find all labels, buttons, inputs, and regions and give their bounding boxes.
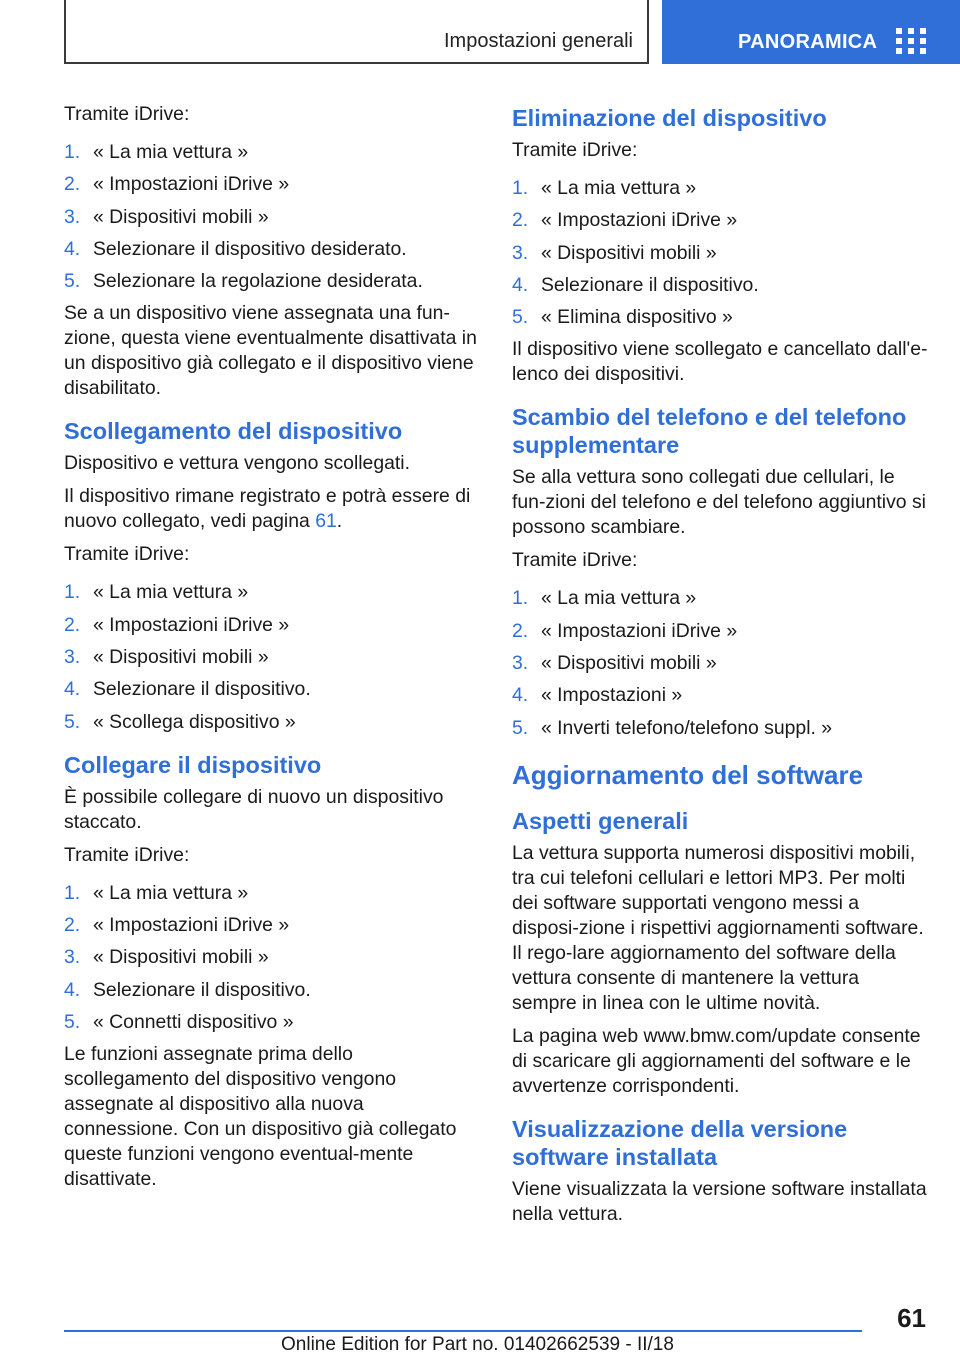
intro-text: Tramite iDrive: [512,139,638,161]
step-number: 4. [512,684,529,707]
step-number: 5. [512,306,529,329]
intro-text: Tramite iDrive: [64,543,190,566]
heading-disconnect: Scollegamento del dispositivo [64,418,403,445]
step-text: « Inverti telefono/telefono suppl. » [541,716,833,739]
step-item [64,677,478,702]
step-item [512,208,928,233]
step-text: « La mia vettura » [93,141,249,163]
general-paragraph: La vettura supporta numerosi dispositivi mobili, tra cui telefoni cellulari e lettori MP3. Per molti dei software supportati vengono messi a disposi-zione i rispettivi aggiornamenti software. Il rego-lare aggiornamento del software della vettura consente di mantenere la vettura sempre in linea con le ultime novità. [512,841,924,1014]
step-item [64,237,478,262]
disconnect-text-end: . [336,510,343,533]
step-text: Selezionare il dispositivo. [93,678,311,701]
intro-text: Tramite iDrive: [64,103,190,125]
right-column [512,102,928,1235]
step-text: « Dispositivi mobili » [93,646,269,669]
step-number: 3. [64,646,81,669]
heading-software-update: Aggiornamento del software [512,759,864,790]
step-item [512,305,928,330]
step-text: « La mia vettura » [541,177,697,199]
disconnect-paragraph-2 [64,484,478,534]
grid-icon [896,28,926,54]
step-item [64,205,478,230]
step-text: « Impostazioni iDrive » [93,613,290,636]
step-text: « Impostazioni » [541,684,683,707]
heading-version: Visualizzazione della versione software installata [512,1115,848,1170]
footer-divider [64,1330,862,1332]
page-link[interactable]: 61 [315,510,337,533]
step-text: « Impostazioni iDrive » [93,173,290,196]
step-item [64,881,478,906]
step-item [512,176,928,201]
step-number: 1. [512,177,529,199]
step-text: « Dispositivi mobili » [541,652,717,675]
step-number: 5. [64,1010,81,1033]
step-item [512,683,928,708]
step-text: « Impostazioni iDrive » [93,913,290,936]
intro-text: Tramite iDrive: [512,549,638,572]
step-text: Selezionare il dispositivo. [93,978,311,1001]
edition-text: Online Edition for Part no. 01402662539 - II/18 [281,1334,674,1355]
step-number: 2. [64,173,81,196]
step-item [64,945,478,970]
step-text: « La mia vettura » [93,881,249,904]
step-text: « La mia vettura » [541,587,697,610]
overview-tab[interactable] [662,0,960,64]
connect-paragraph: È possibile collegare di nuovo un dispositivo staccato. [64,785,444,833]
heading-general: Aspetti generali [512,807,689,834]
step-number: 5. [512,716,529,739]
swap-paragraph: Se alla vettura sono collegati due cellulari, le fun-zioni del telefono e del telefono aggiuntivo si possono scambiare. [512,466,926,539]
step-text: Selezionare il dispositivo. [541,273,759,296]
functions-paragraph: Le funzioni assegnate prima dello scollegamento del dispositivo vengono assegnate al dispositivo alla nuova connessione. Con un dispositivo già collegato queste funzioni vengono eventual-mente disattivate. [64,1043,457,1191]
step-item [64,913,478,938]
step-text: « Connetti dispositivo » [93,1010,294,1033]
step-item [64,1010,478,1035]
version-paragraph: Viene visualizzata la versione software installata nella vettura. [512,1177,927,1225]
overview-tab-label: PANORAMICA [738,31,878,53]
heading-connect: Collegare il dispositivo [64,751,322,778]
step-number: 2. [64,913,81,936]
step-text: « Impostazioni iDrive » [541,619,738,642]
disconnect-text: Il dispositivo rimane registrato e potrà essere di nuovo collegato, vedi pagina [64,485,471,533]
left-column [64,102,478,1200]
step-item [64,140,478,165]
web-paragraph: La pagina web www.bmw.com/update consente di scaricare gli aggiornamenti del software e le avvertenze corrispondenti. [512,1024,921,1097]
page-number: 61 [897,1303,926,1333]
header-section-box [64,0,649,64]
step-text: « La mia vettura » [93,581,249,604]
step-item [64,580,478,605]
step-number: 3. [64,946,81,969]
step-number: 2. [512,209,529,232]
step-number: 4. [64,237,81,260]
step-text: Selezionare il dispositivo desiderato. [93,237,407,260]
step-text: « Elimina dispositivo » [541,306,733,329]
step-number: 3. [512,652,529,675]
step-number: 1. [64,581,81,604]
heading-delete: Eliminazione del dispositivo [512,105,827,131]
step-item [64,710,478,735]
step-number: 1. [64,141,81,163]
step-number: 4. [64,678,81,701]
step-item [512,651,928,676]
heading-swap: Scambio del telefono e del telefono supplementare [512,404,907,459]
step-number: 4. [64,978,81,1001]
step-item [512,586,928,611]
step-text: « Impostazioni iDrive » [541,209,738,232]
steps-delete [512,176,928,330]
step-number: 3. [64,205,81,228]
step-text: « Dispositivi mobili » [93,205,269,228]
step-item [64,269,478,294]
section-title: Impostazioni generali [444,30,633,52]
step-item [64,172,478,197]
step-text: « Scollega dispositivo » [93,710,296,733]
step-number: 4. [512,273,529,296]
step-item [64,613,478,638]
step-item [512,619,928,644]
assign-paragraph: Se a un dispositivo viene assegnata una fun-zione, questa viene eventualmente disattivata in un dispositivo già collegato e il dispositivo viene disabilitato. [64,302,477,400]
step-number: 2. [64,613,81,636]
step-item [512,716,928,741]
step-item [64,978,478,1003]
step-number: 5. [64,270,81,293]
steps-swap [512,586,928,740]
delete-paragraph: Il dispositivo viene scollegato e cancellato dall'e-lenco dei dispositivi. [512,338,928,386]
steps-connect [64,881,478,1035]
step-text: « Dispositivi mobili » [93,946,269,969]
step-text: « Dispositivi mobili » [541,241,717,264]
step-number: 3. [512,241,529,264]
step-text: Selezionare la regolazione desiderata. [93,270,423,293]
step-number: 1. [64,881,81,904]
steps-disconnect [64,580,478,734]
step-item [64,645,478,670]
step-item [512,273,928,298]
step-item [512,241,928,266]
step-number: 2. [512,619,529,642]
intro-text: Tramite iDrive: [64,843,190,866]
step-number: 5. [64,710,81,733]
disconnect-paragraph-1: Dispositivo e vettura vengono scollegati. [64,452,410,475]
step-number: 1. [512,587,529,610]
steps-settings [64,140,478,294]
